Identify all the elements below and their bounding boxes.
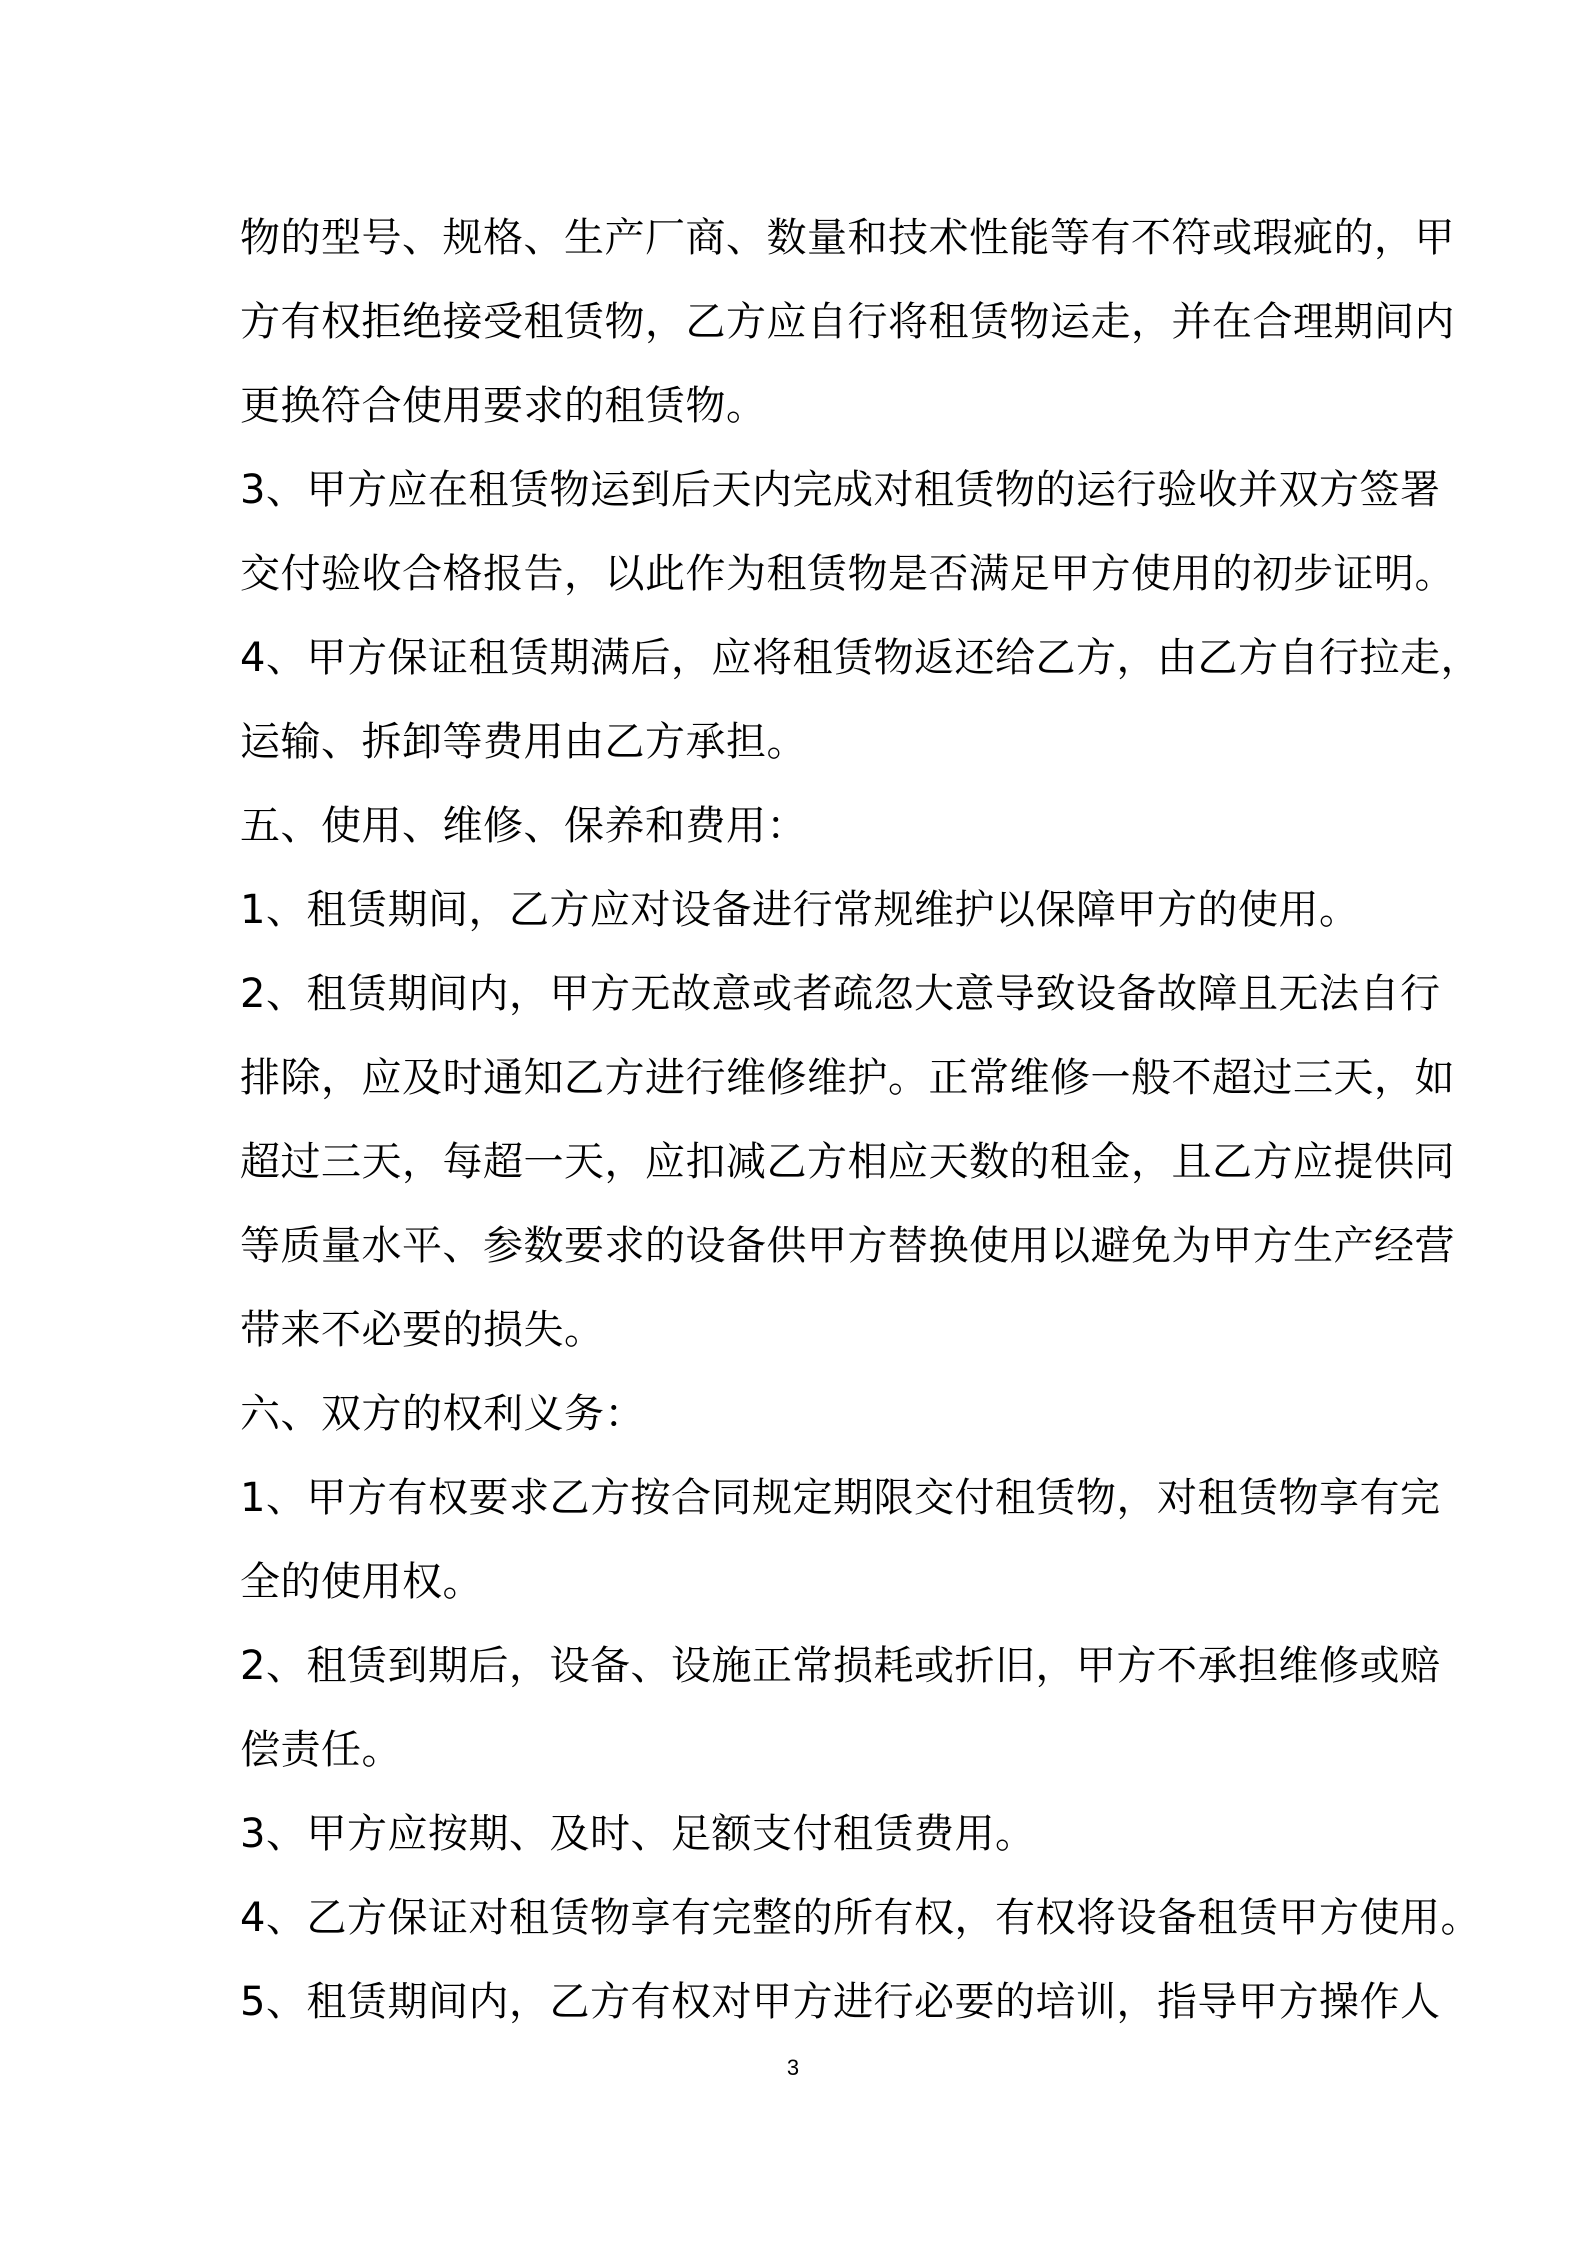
text-line: 1、租赁期间，乙方应对设备进行常规维护以保障甲方的使用。 bbox=[240, 887, 1360, 933]
text-line: 全的使用权。 bbox=[240, 1559, 483, 1605]
text-line: 运输、拆卸等费用由乙方承担。 bbox=[240, 719, 807, 765]
text-line: 方有权拒绝接受租赁物，乙方应自行将租赁物运走，并在合理期间内 bbox=[240, 299, 1455, 345]
text-line: 带来不必要的损失。 bbox=[240, 1307, 605, 1353]
text-line: 等质量水平、参数要求的设备供甲方替换使用以避免为甲方生产经营 bbox=[240, 1223, 1455, 1269]
text-line: 更换符合使用要求的租赁物。 bbox=[240, 383, 767, 429]
text-line: 1、甲方有权要求乙方按合同规定期限交付租赁物，对租赁物享有完 bbox=[240, 1475, 1441, 1521]
section-heading: 六、双方的权利义务： bbox=[240, 1391, 645, 1437]
text-line: 超过三天，每超一天，应扣减乙方相应天数的租金，且乙方应提供同 bbox=[240, 1139, 1455, 1185]
text-line: 偿责任。 bbox=[240, 1727, 402, 1773]
page-number: 3 bbox=[786, 2055, 800, 2080]
section-heading: 五、使用、维修、保养和费用： bbox=[240, 803, 807, 849]
text-line: 3、甲方应按期、及时、足额支付租赁费用。 bbox=[240, 1811, 1036, 1857]
text-line: 4、乙方保证对租赁物享有完整的所有权，有权将设备租赁甲方使用。 bbox=[240, 1895, 1481, 1941]
text-line: 物的型号、规格、生产厂商、数量和技术性能等有不符或瑕疵的，甲 bbox=[240, 215, 1455, 261]
text-line: 5、租赁期间内，乙方有权对甲方进行必要的培训，指导甲方操作人 bbox=[240, 1979, 1441, 2025]
document-body bbox=[240, 196, 1481, 2044]
text-line: 4、甲方保证租赁期满后，应将租赁物返还给乙方，由乙方自行拉走， bbox=[240, 635, 1481, 681]
text-line: 2、租赁到期后，设备、设施正常损耗或折旧，甲方不承担维修或赔 bbox=[240, 1643, 1441, 1689]
text-line: 排除，应及时通知乙方进行维修维护。正常维修一般不超过三天，如 bbox=[240, 1055, 1455, 1101]
text-line: 2、租赁期间内，甲方无故意或者疏忽大意导致设备故障且无法自行 bbox=[240, 971, 1441, 1017]
text-line: 交付验收合格报告，以此作为租赁物是否满足甲方使用的初步证明。 bbox=[240, 551, 1455, 597]
text-line: 3、甲方应在租赁物运到后天内完成对租赁物的运行验收并双方签署 bbox=[240, 467, 1441, 513]
